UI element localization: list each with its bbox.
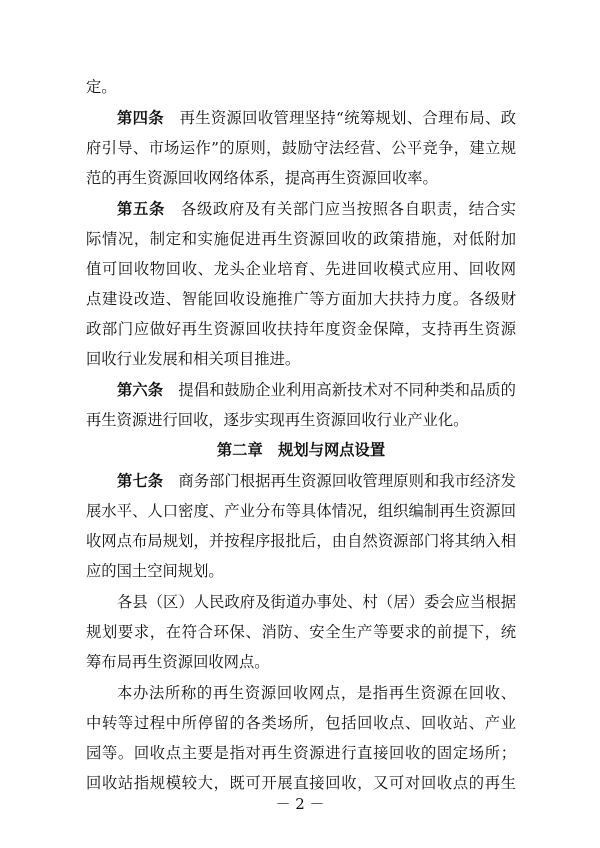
text-line: 点建设改造、智能回收设施推广等方面加大扶持力度。各级财 (86, 290, 516, 308)
text-line: 园等。回收点主要是指对再生资源进行直接回收的固定场所； (86, 744, 516, 762)
article-4-line: 第四条 再生资源回收管理坚持“统筹规划、合理布局、政 (117, 109, 516, 127)
article-label: 第四条 (117, 109, 164, 127)
text-line: 政部门应做好再生资源回收扶持年度资金保障，支持再生资源 (86, 320, 516, 338)
article-label: 第七条 (117, 472, 164, 490)
text-line: 应的国土空间规划。 (86, 562, 224, 580)
chapter-heading: 第二章 规划与网点设置 (216, 441, 386, 459)
text-line: 中转等过程中所停留的各类场所，包括回收点、回收站、产业 (86, 714, 516, 732)
text-line: 回收行业发展和相关项目推进。 (86, 350, 301, 368)
text-line: 值可回收物回收、龙头企业培育、先进回收模式应用、回收网 (86, 260, 516, 278)
text-line: 定。 (86, 78, 117, 96)
article-5-line: 第五条 各级政府及有关部门应当按照各自职责，结合实 (117, 200, 516, 218)
text-line: 收网点布局规划，并按程序报批后，由自然资源部门将其纳入相 (86, 532, 516, 550)
text-line: 府引导、市场运作”的原则，鼓励守法经营、公平竞争，建立规 (86, 139, 516, 157)
text-line: 回收站指规模较大，既可开展直接回收，又可对回收点的再生 (86, 774, 516, 792)
article-7-line: 第七条 商务部门根据再生资源回收管理原则和我市经济发 (117, 472, 516, 490)
article-label: 第六条 (117, 381, 164, 399)
text-line: 规划要求，在符合环保、消防、安全生产等要求的前提下，统 (86, 623, 516, 641)
text-line: 筹布局再生资源回收网点。 (86, 653, 270, 671)
text-line: 各县（区）人民政府及街道办事处、村（居）委会应当根据 (117, 593, 516, 611)
text-line: 再生资源进行回收，逐步实现再生资源回收行业产业化。 (86, 411, 469, 429)
text-line: 本办法所称的再生资源回收网点，是指再生资源在回收、 (117, 684, 516, 702)
text-line: 展水平、人口密度、产业分布等具体情况，组织编制再生资源回 (86, 502, 516, 520)
article-6-line: 第六条 提倡和鼓励企业利用高新技术对不同种类和品质的 (117, 381, 516, 399)
page-number: － 2 － (275, 795, 325, 813)
text-line: 际情况，制定和实施促进再生资源回收的政策措施，对低附加 (86, 230, 516, 248)
text-line: 范的再生资源回收网络体系，提高再生资源回收率。 (86, 169, 438, 187)
article-label: 第五条 (117, 200, 165, 218)
